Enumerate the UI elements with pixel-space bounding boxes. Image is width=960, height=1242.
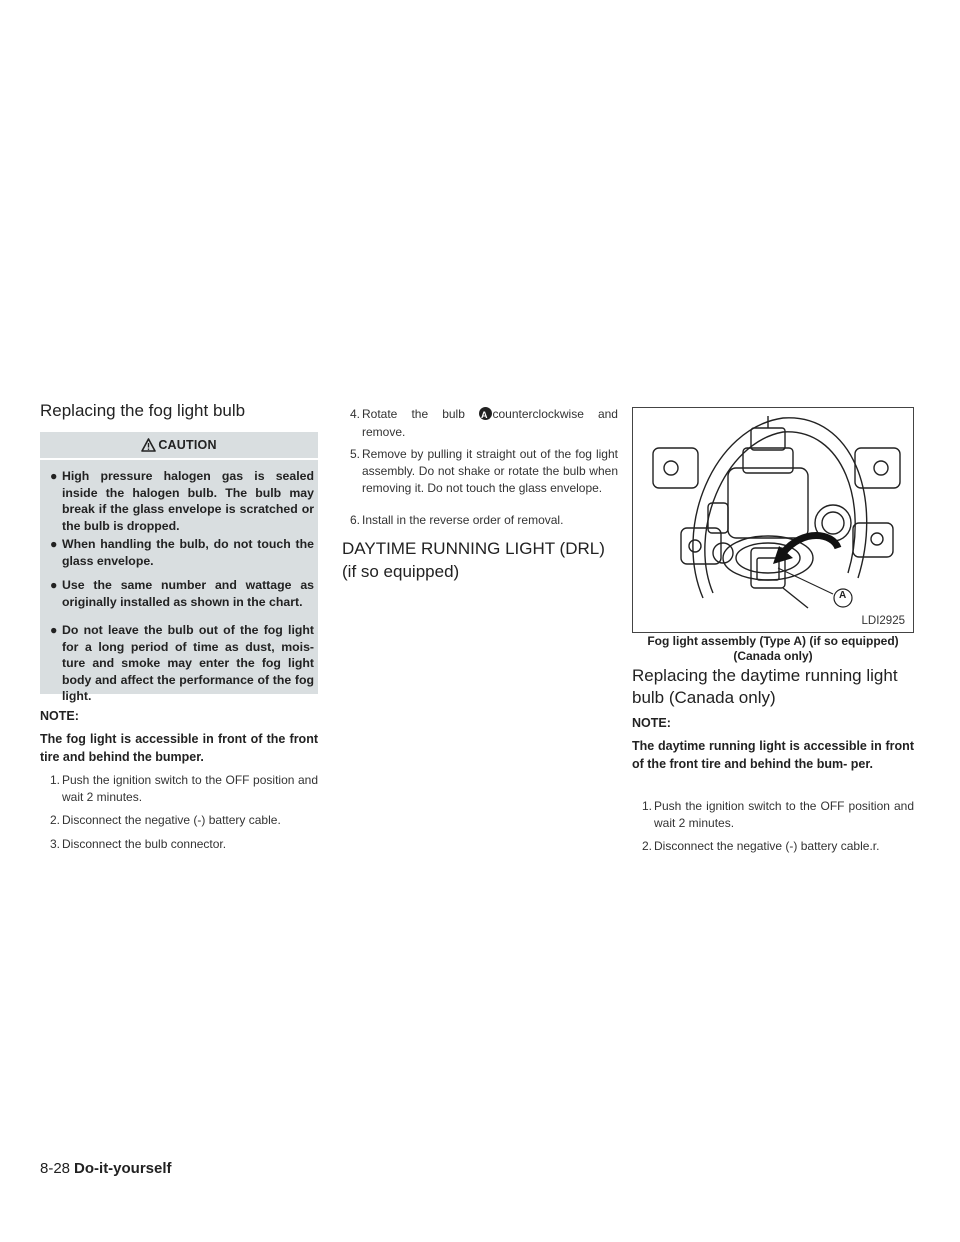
- figure-code: LDI2925: [861, 615, 905, 627]
- fog-step-5: 5. Remove by pulling it straight out of the fog light assembly. Do not shake or rotate the bulb when removing it. Do not touch the glass envelope.: [350, 447, 618, 495]
- bullet-icon: ●: [50, 537, 58, 551]
- fog-light-figure: [632, 407, 914, 633]
- fog-step-2: 2. Disconnect the negative (-) battery cable.: [50, 813, 281, 827]
- section-name: Do-it-yourself: [74, 1160, 172, 1177]
- drl-replace-heading: Replacing the daytime running light bulb (Canada only): [632, 666, 898, 707]
- fog-step-1: 1. Push the ignition switch to the OFF position and wait 2 minutes.: [50, 773, 318, 804]
- fog-step-4: 4. Rotate the bulb A counterclockwise and remove.: [350, 407, 618, 439]
- drl-section-heading: DAYTIME RUNNING LIGHT (DRL) (if so equipped): [342, 539, 605, 581]
- figure-callout-a: A: [839, 590, 847, 601]
- caution-divider: [40, 458, 318, 460]
- page-number: 8-28: [40, 1160, 71, 1177]
- drl-step-2: 2. Disconnect the negative (-) battery cable.r.: [642, 839, 880, 853]
- figure-caption: Fog light assembly (Type A) (if so equipped) (Canada only): [647, 634, 899, 663]
- caution-item: ● High pressure halogen gas is sealed inside the halogen bulb. The bulb may break if the glass envelope is scratched or the bulb is dropped.: [50, 469, 314, 533]
- drl-step-1: 1. Push the ignition switch to the OFF position and wait 2 minutes.: [642, 799, 914, 830]
- warning-triangle-icon: [141, 438, 156, 452]
- page-footer: [40, 1160, 172, 1177]
- caution-header: [40, 438, 318, 452]
- caution-item: ● When handling the bulb, do not touch the glass envelope.: [50, 537, 314, 568]
- fog-step-6: 6. Install in the reverse order of removal.: [350, 513, 564, 527]
- bullet-icon: ●: [50, 578, 58, 592]
- caution-box: [40, 432, 318, 703]
- fog-bulb-heading: Replacing the fog light bulb: [40, 401, 246, 420]
- caution-item: ● Do not leave the bulb out of the fog light for a long period of time as dust, mois- ture and smoke may enter the fog light body and affect the performance of the fog light.: [50, 623, 314, 703]
- fog-step-3: 3. Disconnect the bulb connector.: [50, 837, 227, 851]
- caution-title: CAUTION: [158, 438, 217, 452]
- callout-a-label: A: [481, 410, 488, 420]
- bullet-icon: ●: [50, 469, 58, 483]
- fog-note-text: The fog light is accessible in front of the front tire and behind the bumper.: [40, 732, 318, 764]
- drl-note-label: NOTE:: [632, 716, 671, 730]
- drl-note-text: The daytime running light is accessible in front of the front tire and behind the bum- per.: [632, 739, 914, 771]
- fog-light-assembly-illustration: [633, 408, 913, 632]
- bullet-icon: ●: [50, 623, 58, 637]
- fog-note-label: NOTE:: [40, 709, 79, 723]
- caution-item: ● Use the same number and wattage as originally installed as shown in the chart.: [50, 578, 314, 609]
